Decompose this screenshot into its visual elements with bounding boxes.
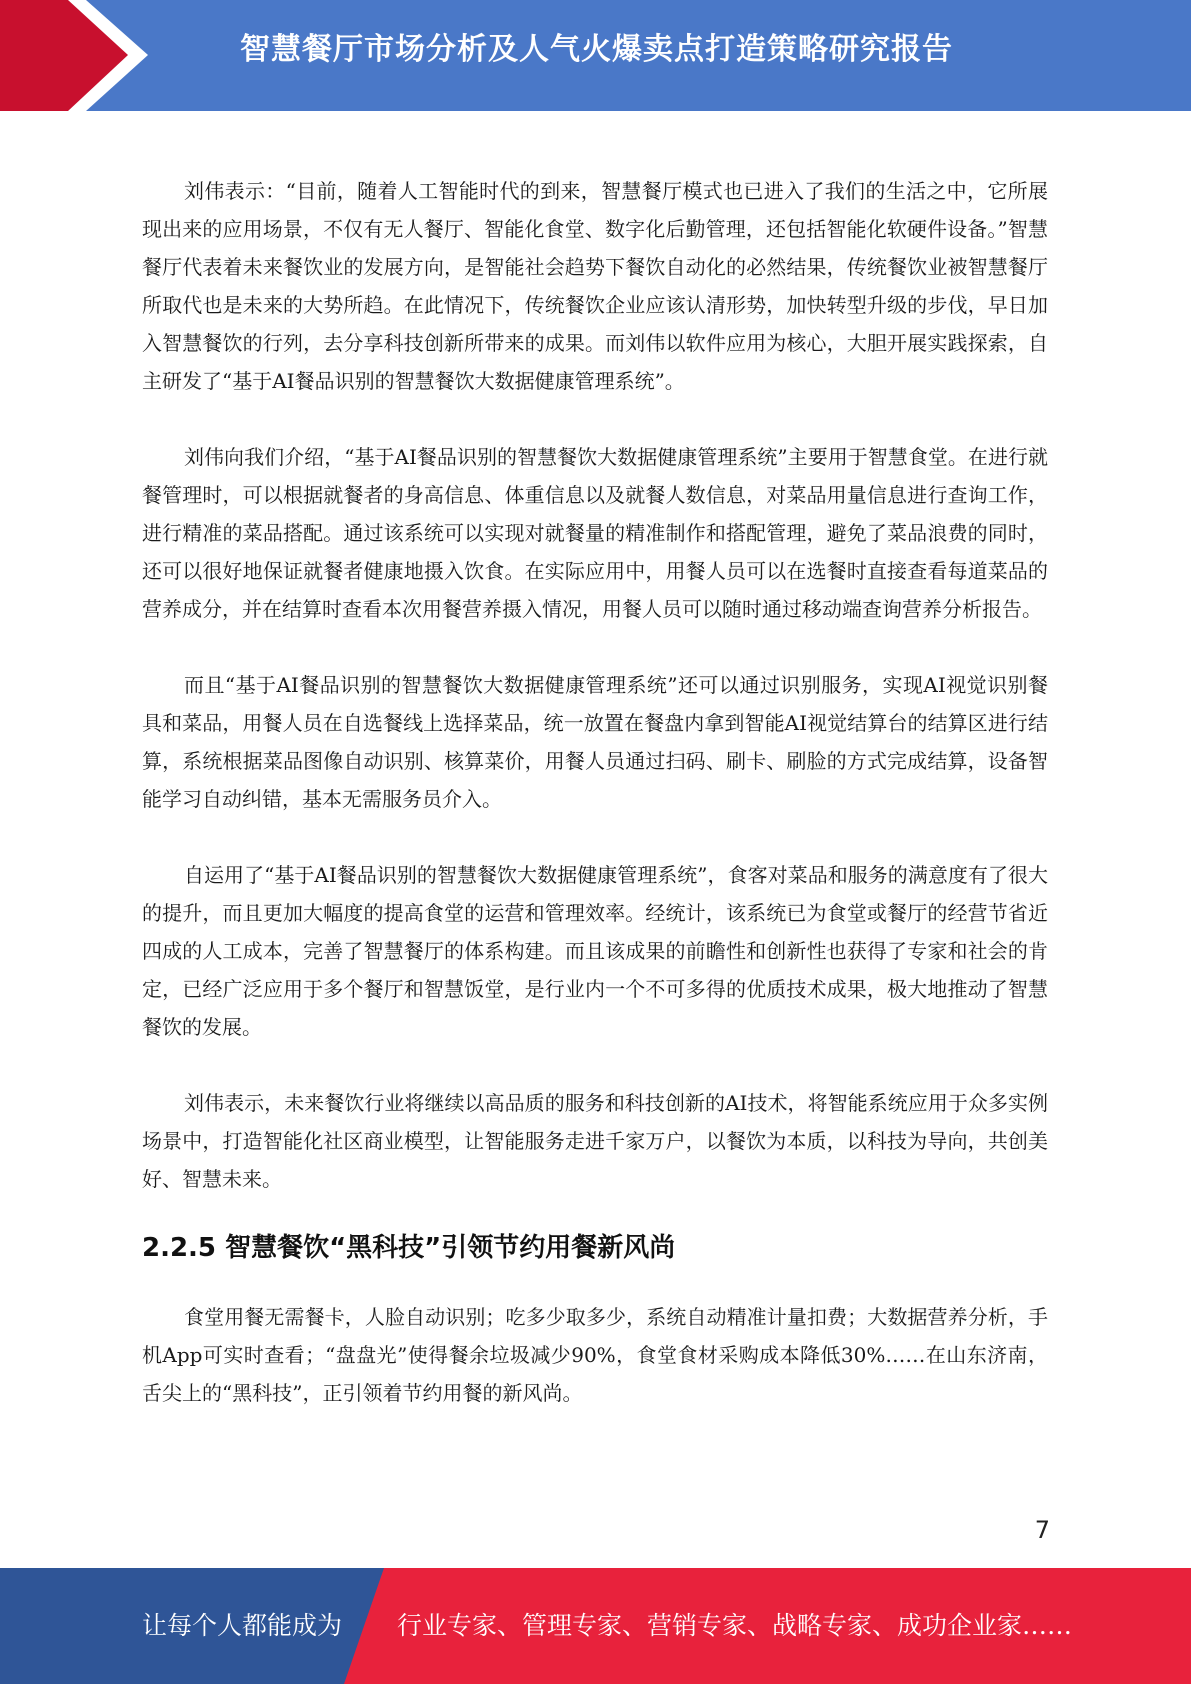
header-banner bbox=[0, 0, 1191, 111]
paragraph-1: 刘伟表示：“目前，随着人工智能时代的到来，智慧餐厅模式也已进入了我们的生活之中，它所展现出来的应用场景，不仅有无人餐厅、智能化食堂、数字化后勤管理，还包括智能化软硬件设备。”智慧餐厅代表着未来餐饮业的发展方向，是智能社会趋势下餐饮自动化的必然结果，传统餐饮业被智慧餐厅所取代也是未来的大势所趋。在此情况下，传统餐饮企业应该认清形势，加快转型升级的步伐，早日加入智慧餐饮的行列，去分享科技创新所带来的成果。而刘伟以软件应用为核心，大胆开展实践探索，自主研发了“基于AI餐品识别的智慧餐饮大数据健康管理系统”。 bbox=[142, 179, 1048, 393]
section-paragraph: 食堂用餐无需餐卡，人脸自动识别；吃多少取多少，系统自动精准计量扣费；大数据营养分析，手机App可实时查看；“盘盘光”使得餐余垃圾减少90%，食堂食材采购成本降低30%……在山东济南，舌尖上的“黑科技”，正引领着节约用餐的新风尚。 bbox=[142, 1305, 1048, 1405]
footer-slogan-left: 让每个人都能成为 bbox=[142, 1611, 343, 1640]
document-body bbox=[142, 172, 1048, 1450]
footer-slogan-right: 行业专家、管理专家、营销专家、战略专家、成功企业家…… bbox=[397, 1611, 1073, 1640]
paragraph-5: 刘伟表示，未来餐饮行业将继续以高品质的服务和科技创新的AI技术，将智能系统应用于众多实例场景中，打造智能化社区商业模型，让智能服务走进千家万户，以餐饮为本质，以科技为导向，共创美好、智慧未来。 bbox=[142, 1091, 1048, 1191]
paragraph-4: 自运用了“基于AI餐品识别的智慧餐饮大数据健康管理系统”，食客对菜品和服务的满意度有了很大的提升，而且更加大幅度的提高食堂的运营和管理效率。经统计，该系统已为食堂或餐厅的经营节省近四成的人工成本，完善了智慧餐厅的体系构建。而且该成果的前瞻性和创新性也获得了专家和社会的肯定，已经广泛应用于多个餐厅和智慧饭堂，是行业内一个不可多得的优质技术成果，极大地推动了智慧餐饮的发展。 bbox=[142, 863, 1048, 1039]
header-title: 智慧餐厅市场分析及人气火爆卖点打造策略研究报告 bbox=[240, 32, 953, 67]
paragraph-2: 刘伟向我们介绍，“基于AI餐品识别的智慧餐饮大数据健康管理系统”主要用于智慧食堂。在进行就餐管理时，可以根据就餐者的身高信息、体重信息以及就餐人数信息，对菜品用量信息进行查询工作，进行精准的菜品搭配。通过该系统可以实现对就餐量的精准制作和搭配管理，避免了菜品浪费的同时，还可以很好地保证就餐者健康地摄入饮食。在实际应用中，用餐人员可以在选餐时直接查看每道菜品的营养成分，并在结算时查看本次用餐营养摄入情况，用餐人员可以随时通过移动端查询营养分析报告。 bbox=[142, 445, 1048, 621]
section-heading: 2.2.5 智慧餐饮“黑科技”引领节约用餐新风尚 bbox=[142, 1233, 676, 1263]
page-number: 7 bbox=[1034, 1516, 1050, 1544]
paragraph-3: 而且“基于AI餐品识别的智慧餐饮大数据健康管理系统”还可以通过识别服务，实现AI视觉识别餐具和菜品，用餐人员在自选餐线上选择菜品，统一放置在餐盘内拿到智能AI视觉结算台的结算区进行结算，系统根据菜品图像自动识别、核算菜价，用餐人员通过扫码、刷卡、刷脸的方式完成结算，设备智能学习自动纠错，基本无需服务员介入。 bbox=[142, 673, 1048, 811]
footer-banner bbox=[0, 1568, 1191, 1684]
